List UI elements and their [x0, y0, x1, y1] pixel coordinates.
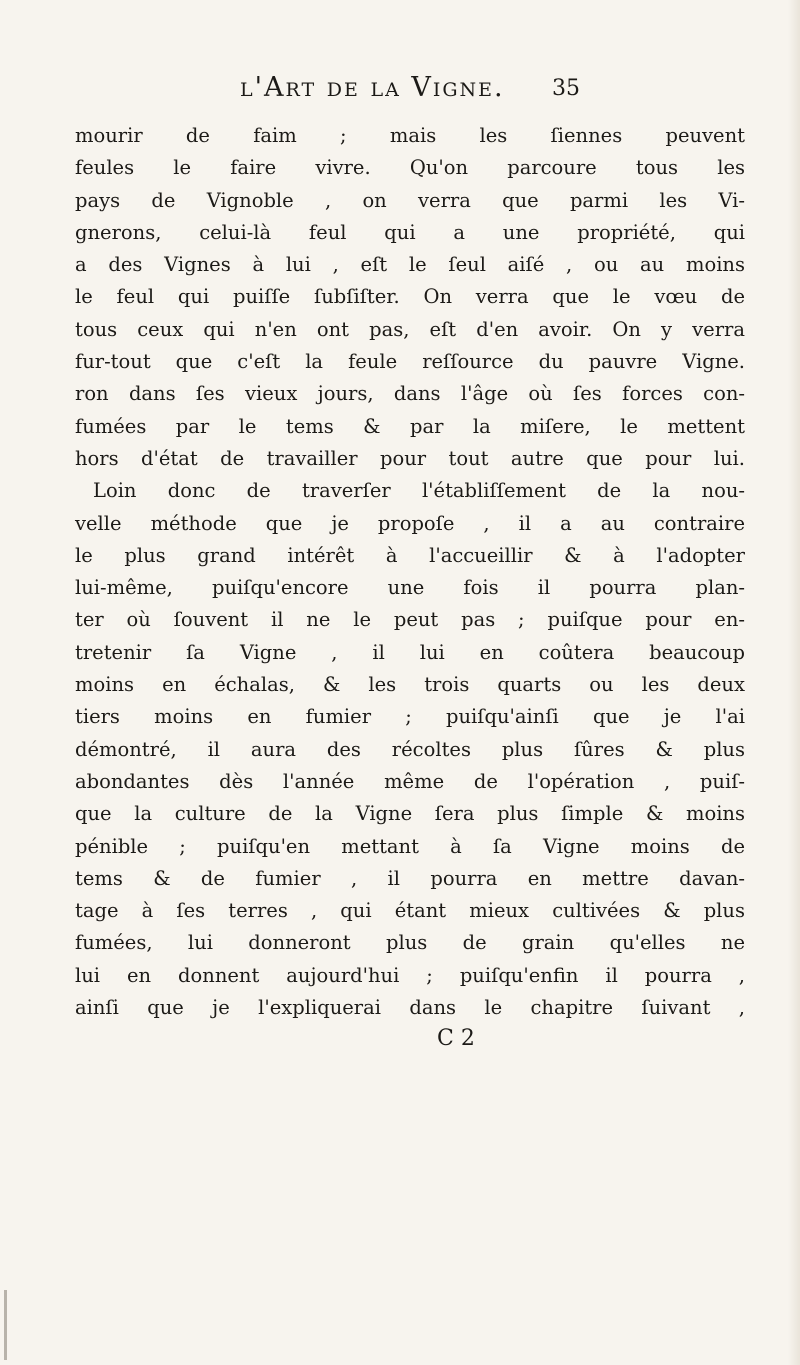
text-line: gnerons, celui-là feul qui a une propriété, qui: [75, 220, 745, 244]
text-line: velle méthode que je propoſe , il a au contraire: [75, 511, 745, 535]
text-line: le plus grand intérêt à l'accueillir & à l'adopter: [75, 543, 745, 567]
text-line: ter où ſouvent il ne le peut pas ; puiſque pour en-: [75, 608, 745, 632]
text-line: tage à ſes terres , qui étant mieux cultivées & plus: [75, 899, 745, 923]
text-line: abondantes dès l'année même de l'opération , puiſ-: [75, 769, 745, 793]
text-line: démontré, il aura des récoltes plus ſûres & plus: [75, 737, 745, 761]
text-line: tiers moins en fumier ; puiſqu'ainſi que je l'ai: [75, 705, 745, 729]
running-title: l'Art de la Vigne.: [240, 72, 505, 103]
page-edge-shadow: [788, 0, 800, 1365]
text-line: ainſi que je l'expliquerai dans le chapitre ſuivant ,: [75, 996, 745, 1020]
text-line: lui en donnent aujourd'hui ; puiſqu'enfin il pourra ,: [75, 963, 745, 987]
text-line: hors d'état de travailler pour tout autre que pour lui.: [75, 446, 745, 470]
text-line: moins en échalas, & les trois quarts ou les deux: [75, 673, 745, 697]
text-line: que la culture de la Vigne ſera plus ſimple & moins: [75, 802, 745, 826]
text-line: fumées par le tems & par la miſere, le mettent: [75, 414, 745, 438]
text-line: fur-tout que c'eſt la feule reſſource du pauvre Vigne.: [75, 350, 745, 374]
signature-mark: C 2: [437, 1026, 475, 1051]
text-line: pays de Vignoble , on verra que parmi les Vi-: [75, 188, 745, 212]
margin-mark: [4, 1290, 7, 1360]
text-line: mourir de faim ; mais les ſiennes peuvent: [75, 124, 745, 147]
text-line: Loin donc de traverſer l'établiſſement de la nou-: [93, 479, 745, 503]
body-text: [75, 120, 745, 1024]
text-line: a des Vignes à lui , eſt le ſeul aiſé , ou au moins: [75, 253, 745, 277]
text-line: feules le faire vivre. Qu'on parcoure tous les: [75, 156, 745, 180]
text-line: fumées, lui donneront plus de grain qu'elles ne: [75, 931, 745, 955]
page-header: [240, 72, 760, 112]
text-line: tous ceux qui n'en ont pas, eſt d'en avoir. On y verra: [75, 317, 745, 341]
text-line: lui-même, puiſqu'encore une fois il pourra plan-: [75, 576, 745, 600]
text-line: le feul qui puiſſe ſubſiſter. On verra que le vœu de: [75, 285, 745, 309]
text-line: tems & de fumier , il pourra en mettre davan-: [75, 866, 745, 890]
text-line: pénible ; puiſqu'en mettant à ſa Vigne moins de: [75, 834, 745, 858]
page-number: 35: [552, 76, 580, 101]
text-line: tretenir ſa Vigne , il lui en coûtera beaucoup: [75, 640, 745, 664]
text-line: ron dans ſes vieux jours, dans l'âge où ſes forces con-: [75, 382, 745, 406]
